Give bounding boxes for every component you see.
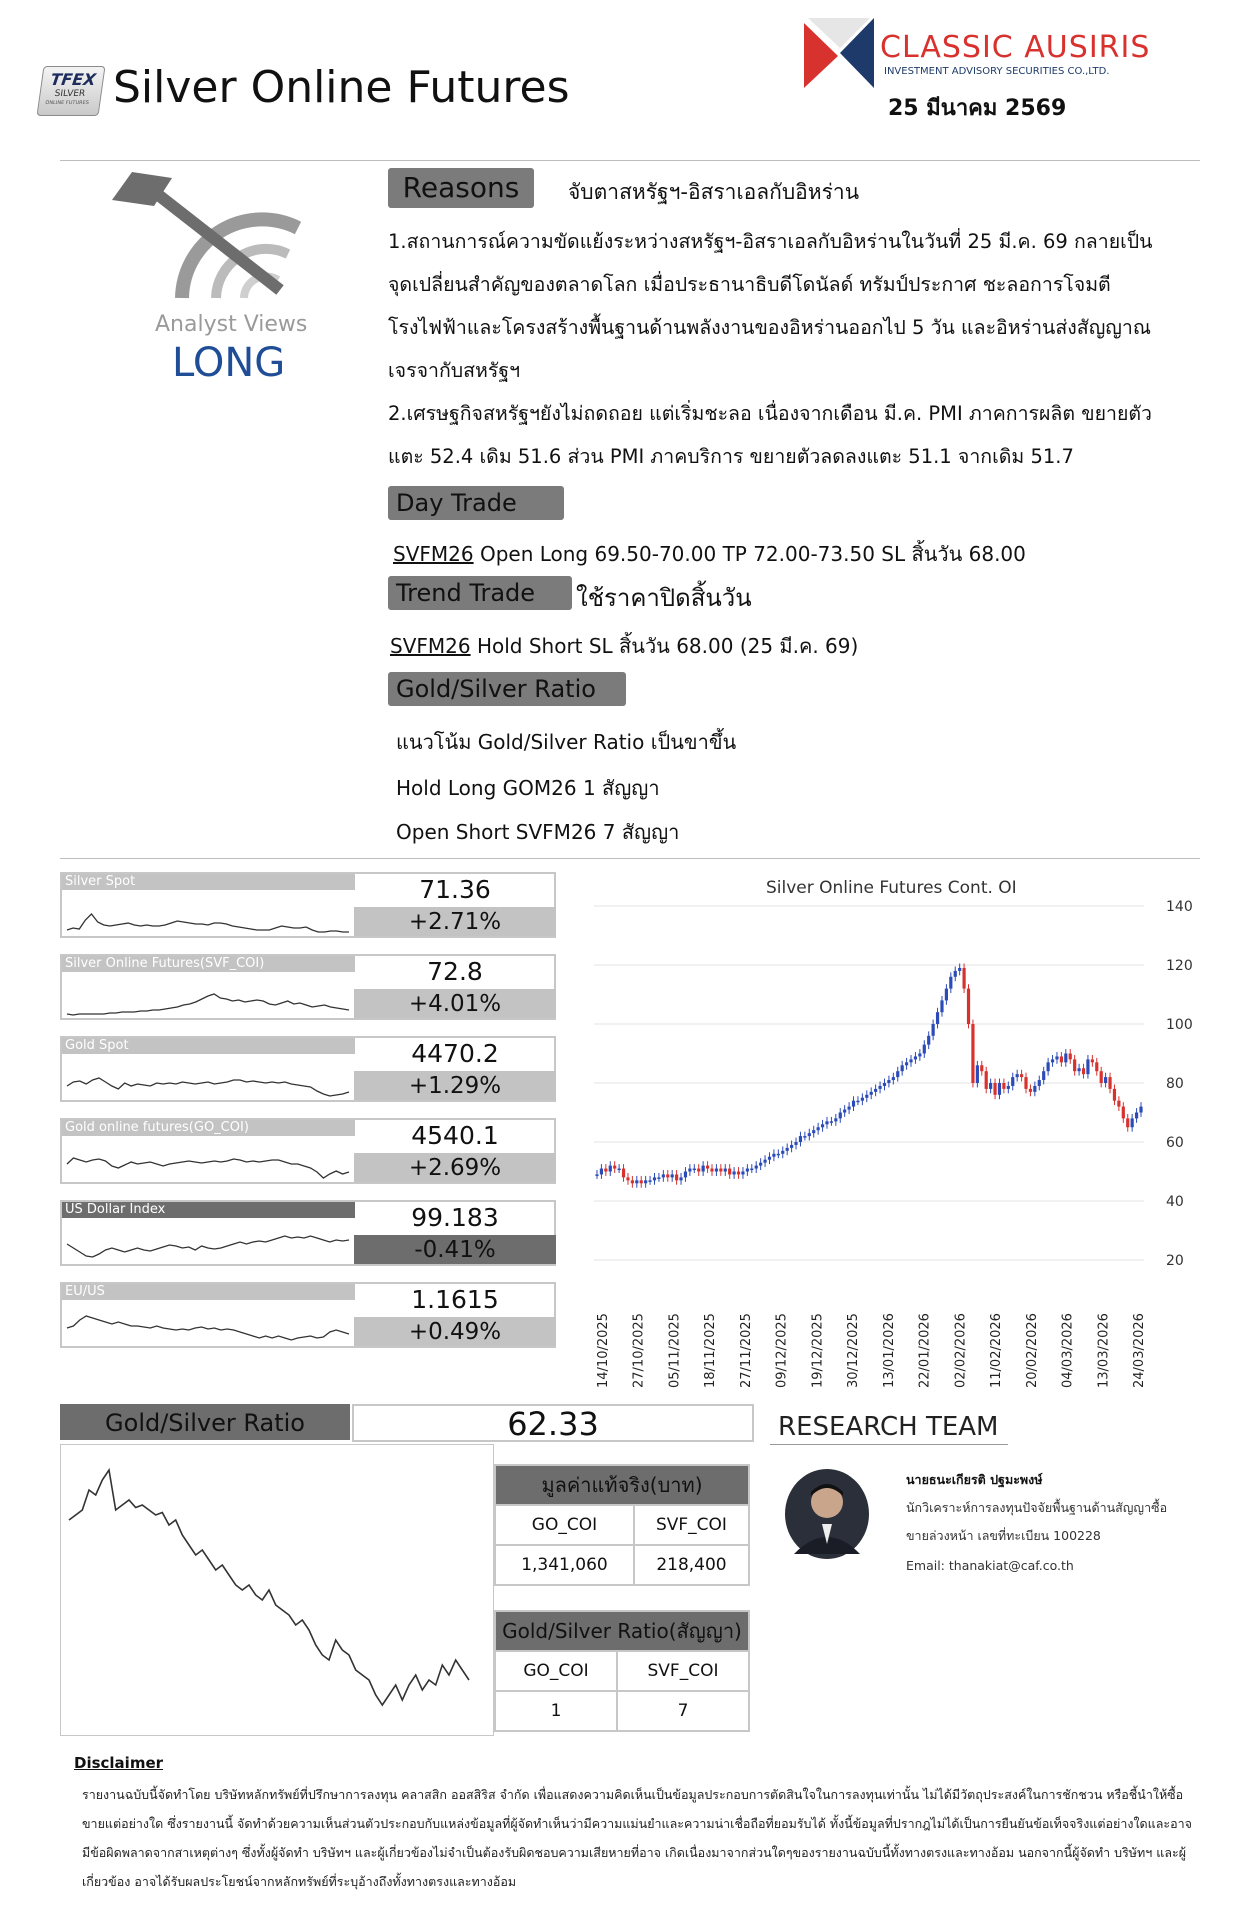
gold-silver-ratio-value: 62.33 bbox=[352, 1404, 754, 1442]
candle-body bbox=[1038, 1080, 1041, 1086]
candle-body bbox=[1091, 1059, 1094, 1062]
candle-body bbox=[803, 1136, 806, 1138]
candle-body bbox=[980, 1065, 983, 1071]
tile-label: Silver Online Futures(SVF_COI) bbox=[62, 956, 355, 972]
x-tick-label: 20/02/2026 bbox=[1024, 1313, 1040, 1388]
tfex-silver-logo bbox=[36, 66, 105, 116]
candle-body bbox=[1007, 1086, 1010, 1089]
candle-body bbox=[962, 968, 965, 989]
tile-sparkline bbox=[64, 974, 352, 1018]
day-trade-symbol: SVFM26 bbox=[393, 542, 474, 566]
reason-line: เจรจากับสหรัฐฯ bbox=[388, 359, 521, 382]
candle-body bbox=[870, 1092, 873, 1095]
candle-body bbox=[852, 1101, 855, 1107]
candle-body bbox=[1131, 1118, 1134, 1127]
contracts-table bbox=[494, 1610, 750, 1732]
divider bbox=[770, 1444, 1008, 1445]
table-cell: 1,341,060 bbox=[495, 1545, 634, 1585]
candle-body bbox=[998, 1083, 1001, 1095]
candle-body bbox=[746, 1169, 749, 1172]
tile-value: 4470.2 bbox=[411, 1039, 499, 1068]
table-header: SVF_COI bbox=[634, 1505, 749, 1545]
candle-body bbox=[923, 1045, 926, 1054]
tile-sparkline bbox=[64, 1302, 352, 1346]
candle-body bbox=[675, 1174, 678, 1180]
candle-body bbox=[737, 1172, 740, 1175]
candle-body bbox=[653, 1177, 656, 1180]
report-date: 25 มีนาคม 2569 bbox=[888, 96, 1067, 121]
candle-body bbox=[1135, 1113, 1138, 1119]
candle-body bbox=[622, 1169, 625, 1178]
y-tick-label: 40 bbox=[1166, 1194, 1184, 1210]
x-tick-label: 22/01/2026 bbox=[917, 1313, 933, 1388]
candle-body bbox=[710, 1169, 713, 1172]
candle-body bbox=[702, 1166, 705, 1172]
candle-body bbox=[719, 1169, 722, 1172]
candle-body bbox=[989, 1083, 992, 1089]
tile-label: EU/US bbox=[62, 1284, 355, 1300]
candle-body bbox=[750, 1169, 753, 1171]
candle-body bbox=[1100, 1071, 1103, 1083]
candle-body bbox=[772, 1154, 775, 1157]
analyst-views-label: Analyst Views bbox=[155, 312, 308, 337]
candle-body bbox=[914, 1056, 917, 1059]
table-cell: 218,400 bbox=[634, 1545, 749, 1585]
candle-body bbox=[958, 968, 961, 971]
candle-body bbox=[741, 1172, 744, 1175]
table-title: มูลค่าแท้จริง(บาท) bbox=[495, 1465, 749, 1505]
reason-line: แตะ 52.4 เดิม 51.6 ส่วน PMI ภาคบริการ ขยายตัวลดลงแตะ 51.1 จากเดิม 51.7 bbox=[388, 445, 1074, 468]
trend-trade-line bbox=[390, 630, 858, 662]
candle-body bbox=[1020, 1074, 1023, 1077]
tile-change: +2.71% bbox=[354, 907, 556, 936]
candle-body bbox=[932, 1024, 935, 1036]
brand-name: CLASSIC AUSIRIS bbox=[880, 30, 1151, 65]
candle-body bbox=[817, 1127, 820, 1130]
x-tick-label: 05/11/2025 bbox=[667, 1313, 683, 1388]
reasons-body bbox=[388, 220, 1200, 478]
reason-line: 2.เศรษฐกิจสหรัฐฯยังไม่ถดถอย แต่เริ่มชะลอ เนื่องจากเดือน มี.ค. PMI ภาคการผลิต ขยายตัว bbox=[388, 402, 1152, 425]
candle-body bbox=[971, 1024, 974, 1083]
candle-body bbox=[715, 1169, 718, 1172]
y-tick-label: 100 bbox=[1166, 1017, 1193, 1033]
candle-body bbox=[604, 1169, 607, 1172]
candle-body bbox=[631, 1180, 634, 1183]
candle-body bbox=[856, 1101, 859, 1103]
candle-body bbox=[1002, 1083, 1005, 1089]
candle-body bbox=[648, 1180, 651, 1182]
x-tick-label: 18/11/2025 bbox=[703, 1313, 719, 1388]
x-tick-label: 11/02/2026 bbox=[989, 1313, 1005, 1388]
candle-body bbox=[755, 1166, 758, 1169]
candle-body bbox=[1064, 1054, 1067, 1063]
ratio-line: แนวโน้ม Gold/Silver Ratio เป็นขาขึ้น bbox=[396, 730, 737, 754]
x-tick-label: 14/10/2025 bbox=[596, 1313, 611, 1388]
candle-body bbox=[847, 1107, 850, 1110]
candle-body bbox=[878, 1086, 881, 1089]
candle-body bbox=[945, 989, 948, 1001]
trend-trade-note: ใช้ราคาปิดสิ้นวัน bbox=[576, 584, 752, 612]
candle-body bbox=[618, 1169, 621, 1171]
tile-value: 4540.1 bbox=[411, 1121, 499, 1150]
logo-subtext: SILVER bbox=[53, 89, 86, 99]
ratio-chart-frame bbox=[60, 1444, 494, 1736]
candle-body bbox=[909, 1059, 912, 1062]
candle-body bbox=[786, 1148, 789, 1151]
candle-body bbox=[940, 1000, 943, 1012]
ratio-line: Hold Long GOM26 1 สัญญา bbox=[396, 776, 660, 800]
sparkline-path bbox=[67, 1158, 349, 1178]
x-tick-label: 09/12/2025 bbox=[774, 1313, 790, 1388]
candle-body bbox=[768, 1157, 771, 1160]
candle-body bbox=[790, 1145, 793, 1148]
tile-change: +0.49% bbox=[354, 1317, 556, 1346]
gold-silver-ratio-label: Gold/Silver Ratio bbox=[60, 1404, 350, 1440]
candle-body bbox=[799, 1136, 802, 1142]
table-cell: 1 bbox=[495, 1691, 617, 1731]
research-team-title: RESEARCH TEAM bbox=[778, 1412, 999, 1442]
y-tick-label: 60 bbox=[1166, 1135, 1184, 1151]
tile-label: Gold Spot bbox=[62, 1038, 355, 1054]
tile-change: -0.41% bbox=[354, 1235, 556, 1264]
ratio-line: Open Short SVFM26 7 สัญญา bbox=[396, 820, 680, 844]
x-tick-label: 04/03/2026 bbox=[1060, 1313, 1076, 1388]
candle-body bbox=[1139, 1107, 1142, 1113]
divider bbox=[60, 858, 1200, 859]
tile-value: 72.8 bbox=[427, 957, 483, 986]
day-trade-text: Open Long 69.50-70.00 TP 72.00-73.50 SL สิ้นวัน 68.00 bbox=[473, 542, 1026, 566]
candle-body bbox=[777, 1154, 780, 1156]
x-tick-label: 30/12/2025 bbox=[846, 1313, 862, 1388]
tile-change: +2.69% bbox=[354, 1153, 556, 1182]
candle-body bbox=[644, 1180, 647, 1183]
classic-ausiris-logo-icon bbox=[804, 18, 874, 88]
candle-body bbox=[724, 1169, 727, 1172]
candle-body bbox=[985, 1071, 988, 1089]
candle-body bbox=[613, 1166, 616, 1169]
candle-body bbox=[1117, 1101, 1120, 1107]
table-title: Gold/Silver Ratio(สัญญา) bbox=[495, 1611, 749, 1651]
candle-body bbox=[1047, 1062, 1050, 1071]
candle-body bbox=[812, 1130, 815, 1133]
y-tick-label: 120 bbox=[1166, 958, 1193, 974]
day-trade-tag: Day Trade bbox=[388, 486, 564, 520]
x-tick-label: 19/12/2025 bbox=[810, 1313, 826, 1388]
gold-silver-ratio-tag: Gold/Silver Ratio bbox=[388, 672, 626, 706]
x-tick-label: 27/11/2025 bbox=[738, 1313, 754, 1388]
candle-body bbox=[1060, 1056, 1063, 1062]
candle-body bbox=[954, 971, 957, 977]
candle-body bbox=[1016, 1074, 1019, 1077]
candle-body bbox=[759, 1163, 762, 1166]
market-tile bbox=[60, 1036, 556, 1102]
reasons-tag: Reasons bbox=[388, 168, 534, 208]
tile-change: +1.29% bbox=[354, 1071, 556, 1100]
candle-body bbox=[1126, 1118, 1129, 1127]
candle-body bbox=[600, 1169, 603, 1175]
candle-body bbox=[728, 1169, 731, 1175]
candle-body bbox=[949, 977, 952, 989]
x-tick-label: 02/02/2026 bbox=[953, 1313, 969, 1388]
target-arrow-icon bbox=[112, 172, 312, 304]
tile-sparkline bbox=[64, 1220, 352, 1264]
analyst-name: นายธนะเกียรติ ปฐมะพงษ์ bbox=[906, 1472, 1043, 1487]
candle-body bbox=[657, 1177, 660, 1179]
candle-body bbox=[609, 1166, 612, 1172]
candle-body bbox=[1095, 1062, 1098, 1071]
candle-body bbox=[808, 1133, 811, 1136]
tile-label: Silver Spot bbox=[62, 874, 355, 890]
candle-body bbox=[1051, 1059, 1054, 1062]
x-tick-label: 13/03/2026 bbox=[1096, 1313, 1112, 1388]
oi-chart-title: Silver Online Futures Cont. OI bbox=[766, 878, 1017, 898]
tile-value: 71.36 bbox=[419, 875, 491, 904]
candle-body bbox=[843, 1110, 846, 1113]
candle-body bbox=[781, 1151, 784, 1154]
candle-body bbox=[834, 1118, 837, 1121]
candle-body bbox=[1033, 1086, 1036, 1092]
candle-body bbox=[733, 1172, 736, 1175]
x-tick-label: 24/03/2026 bbox=[1132, 1313, 1147, 1388]
candle-body bbox=[671, 1174, 674, 1177]
logo-text: TFEX bbox=[49, 70, 98, 89]
candle-body bbox=[1024, 1077, 1027, 1089]
trend-trade-symbol: SVFM26 bbox=[390, 634, 471, 658]
intrinsic-value-table bbox=[494, 1464, 750, 1586]
brand-subtitle: INVESTMENT ADVISORY SECURITIES CO.,LTD. bbox=[884, 66, 1110, 77]
candle-body bbox=[993, 1083, 996, 1095]
candle-body bbox=[1073, 1059, 1076, 1071]
candle-body bbox=[830, 1121, 833, 1123]
candle-body bbox=[706, 1166, 709, 1169]
candle-body bbox=[1055, 1056, 1058, 1059]
candle-body bbox=[662, 1174, 665, 1177]
trend-trade-tag: Trend Trade bbox=[388, 576, 572, 610]
sparkline-path bbox=[67, 1078, 349, 1096]
ratio-line-path bbox=[69, 1470, 469, 1705]
tile-sparkline bbox=[64, 1056, 352, 1100]
sparkline-path bbox=[67, 1316, 349, 1340]
candle-body bbox=[688, 1169, 691, 1172]
tile-sparkline bbox=[64, 892, 352, 936]
trend-trade-text: Hold Short SL สิ้นวัน 68.00 (25 มี.ค. 69) bbox=[470, 634, 859, 658]
analyst-email: Email: thanakiat@caf.co.th bbox=[906, 1558, 1074, 1573]
candle-body bbox=[892, 1077, 895, 1080]
tile-change: +4.01% bbox=[354, 989, 556, 1018]
y-tick-label: 80 bbox=[1166, 1076, 1184, 1092]
reason-line: 1.สถานการณ์ความขัดแย้งระหว่างสหรัฐฯ-อิสราเอลกับอิหร่านในวันที่ 25 มี.ค. 69 กลายเป็น bbox=[388, 230, 1153, 253]
table-cell: 7 bbox=[617, 1691, 749, 1731]
oi-candlestick-chart bbox=[580, 900, 1220, 1390]
candle-body bbox=[887, 1080, 890, 1083]
candle-body bbox=[635, 1180, 638, 1183]
analyst-role: นักวิเคราะห์การลงทุนปัจจัยพื้นฐานด้านสัญญาซื้อขายล่วงหน้า เลขที่ทะเบียน 100228 bbox=[906, 1500, 1168, 1543]
candle-body bbox=[1011, 1077, 1014, 1086]
x-tick-label: 13/01/2026 bbox=[881, 1313, 897, 1388]
x-tick-label: 27/10/2025 bbox=[631, 1313, 647, 1388]
candle-body bbox=[821, 1124, 824, 1127]
analyst-avatar bbox=[784, 1468, 870, 1560]
candle-body bbox=[1104, 1077, 1107, 1083]
candle-body bbox=[976, 1065, 979, 1083]
candle-body bbox=[839, 1113, 842, 1119]
table-header: GO_COI bbox=[495, 1651, 617, 1691]
logo-subtext-small: ONLINE FUTURES bbox=[44, 100, 90, 106]
y-tick-label: 140 bbox=[1166, 900, 1193, 915]
candle-body bbox=[1042, 1071, 1045, 1080]
candle-body bbox=[640, 1180, 643, 1183]
reasons-heading: จับตาสหรัฐฯ-อิสราเอลกับอิหร่าน bbox=[568, 180, 860, 204]
candle-body bbox=[1077, 1068, 1080, 1071]
market-tile bbox=[60, 1200, 556, 1266]
candle-body bbox=[679, 1177, 682, 1180]
sparkline-path bbox=[67, 994, 349, 1015]
candle-body bbox=[901, 1065, 904, 1071]
market-tile bbox=[60, 872, 556, 938]
candle-body bbox=[1113, 1089, 1116, 1101]
candle-body bbox=[1069, 1054, 1072, 1060]
disclaimer-title: Disclaimer bbox=[74, 1754, 164, 1772]
page-title: Silver Online Futures bbox=[113, 62, 570, 113]
candle-body bbox=[967, 989, 970, 1024]
candle-body bbox=[1029, 1089, 1032, 1092]
market-tile bbox=[60, 954, 556, 1020]
candle-body bbox=[874, 1089, 877, 1092]
candle-body bbox=[1082, 1068, 1085, 1074]
candle-body bbox=[883, 1083, 886, 1086]
candle-body bbox=[896, 1071, 899, 1077]
candle-body bbox=[794, 1142, 797, 1145]
candle-body bbox=[1122, 1107, 1125, 1119]
candle-body bbox=[918, 1054, 921, 1057]
tile-sparkline bbox=[64, 1138, 352, 1182]
candle-body bbox=[684, 1172, 687, 1178]
sparkline-path bbox=[67, 1236, 349, 1257]
tile-value: 99.183 bbox=[411, 1203, 499, 1232]
y-tick-label: 20 bbox=[1166, 1253, 1184, 1269]
table-header: SVF_COI bbox=[617, 1651, 749, 1691]
candle-body bbox=[1086, 1059, 1089, 1074]
divider bbox=[60, 160, 1200, 161]
reason-line: จุดเปลี่ยนสำคัญของตลาดโลก เมื่อประธานาธิบดีโดนัลด์ ทรัมป์ประกาศ ชะลอการโจมตี bbox=[388, 273, 1111, 296]
candle-body bbox=[905, 1062, 908, 1065]
analyst-view-long: LONG bbox=[172, 340, 286, 386]
reason-line: โรงไฟฟ้าและโครงสร้างพื้นฐานด้านพลังงานของอิหร่านออกไป 5 วัน และอิหร่านส่งสัญญาณ bbox=[388, 316, 1151, 339]
tile-value: 1.1615 bbox=[411, 1285, 499, 1314]
gold-silver-ratio-line-chart bbox=[61, 1445, 493, 1735]
candle-body bbox=[927, 1036, 930, 1045]
candle-body bbox=[595, 1174, 598, 1176]
candle-body bbox=[861, 1098, 864, 1101]
candle-body bbox=[1108, 1077, 1111, 1089]
candle-body bbox=[825, 1121, 828, 1124]
table-header: GO_COI bbox=[495, 1505, 634, 1545]
tile-label: Gold online futures(GO_COI) bbox=[62, 1120, 355, 1136]
candle-body bbox=[626, 1177, 629, 1180]
candle-body bbox=[865, 1095, 868, 1098]
candle-body bbox=[936, 1012, 939, 1024]
candle-body bbox=[697, 1169, 700, 1172]
disclaimer-text: รายงานฉบับนี้จัดทำโดย บริษัทหลักทรัพย์ที่ปรึกษาการลงทุน คลาสสิก ออสสิริส จำกัด เพื่อแสดงความคิดเห็นเป็นข้อมูลประกอบการตัดสินใจในการลงทุนเท่านั้น ไม่ได้มีวัตถุประสงค์ในการชักชวน หรือชี้นำให้ซื้อขายแต่อย่างใด ซึ่งรายงานนี้ จัดทำด้วยความเห็นส่วนตัวประกอบกับแหล่งข้อมูลที่ผู้จัดทำเห็นว่ามีความแม่นยำและความน่าเชื่อถือที่ยอมรับได้ ทั้งนี้ข้อมูลที่ปรากฎไม่ได้เป็นการยืนยันข้อเท็จจริงแต่อย่างใดและอาจมีข้อผิดพลาดจากสาเหตุต่างๆ ซึ่งทั้งผู้จัดทำ บริษัทฯ และผู้เกี่ยวข้องไม่จำเป็นต้องรับผิดชอบความเสียหายที่อาจ เกิดเนื่องมาจากส่วนใดๆของรายงานฉบับนี้ทั้งทางตรงและทางอ้อม นอกจากนี้ผู้จัดทำ บริษัทฯ และผู้เกี่ยวข้อง อาจได้รับผลประโยชน์จากหลักทรัพย์ที่ระบุอ้างถึงทั้งทางตรงและทางอ้อม bbox=[82, 1787, 1192, 1889]
market-tile bbox=[60, 1118, 556, 1184]
day-trade-line bbox=[393, 538, 1026, 570]
candle-body bbox=[693, 1169, 696, 1171]
sparkline-path bbox=[67, 914, 349, 932]
candle-body bbox=[763, 1160, 766, 1163]
tile-label: US Dollar Index bbox=[62, 1202, 355, 1218]
candle-body bbox=[666, 1174, 669, 1177]
market-tile bbox=[60, 1282, 556, 1348]
